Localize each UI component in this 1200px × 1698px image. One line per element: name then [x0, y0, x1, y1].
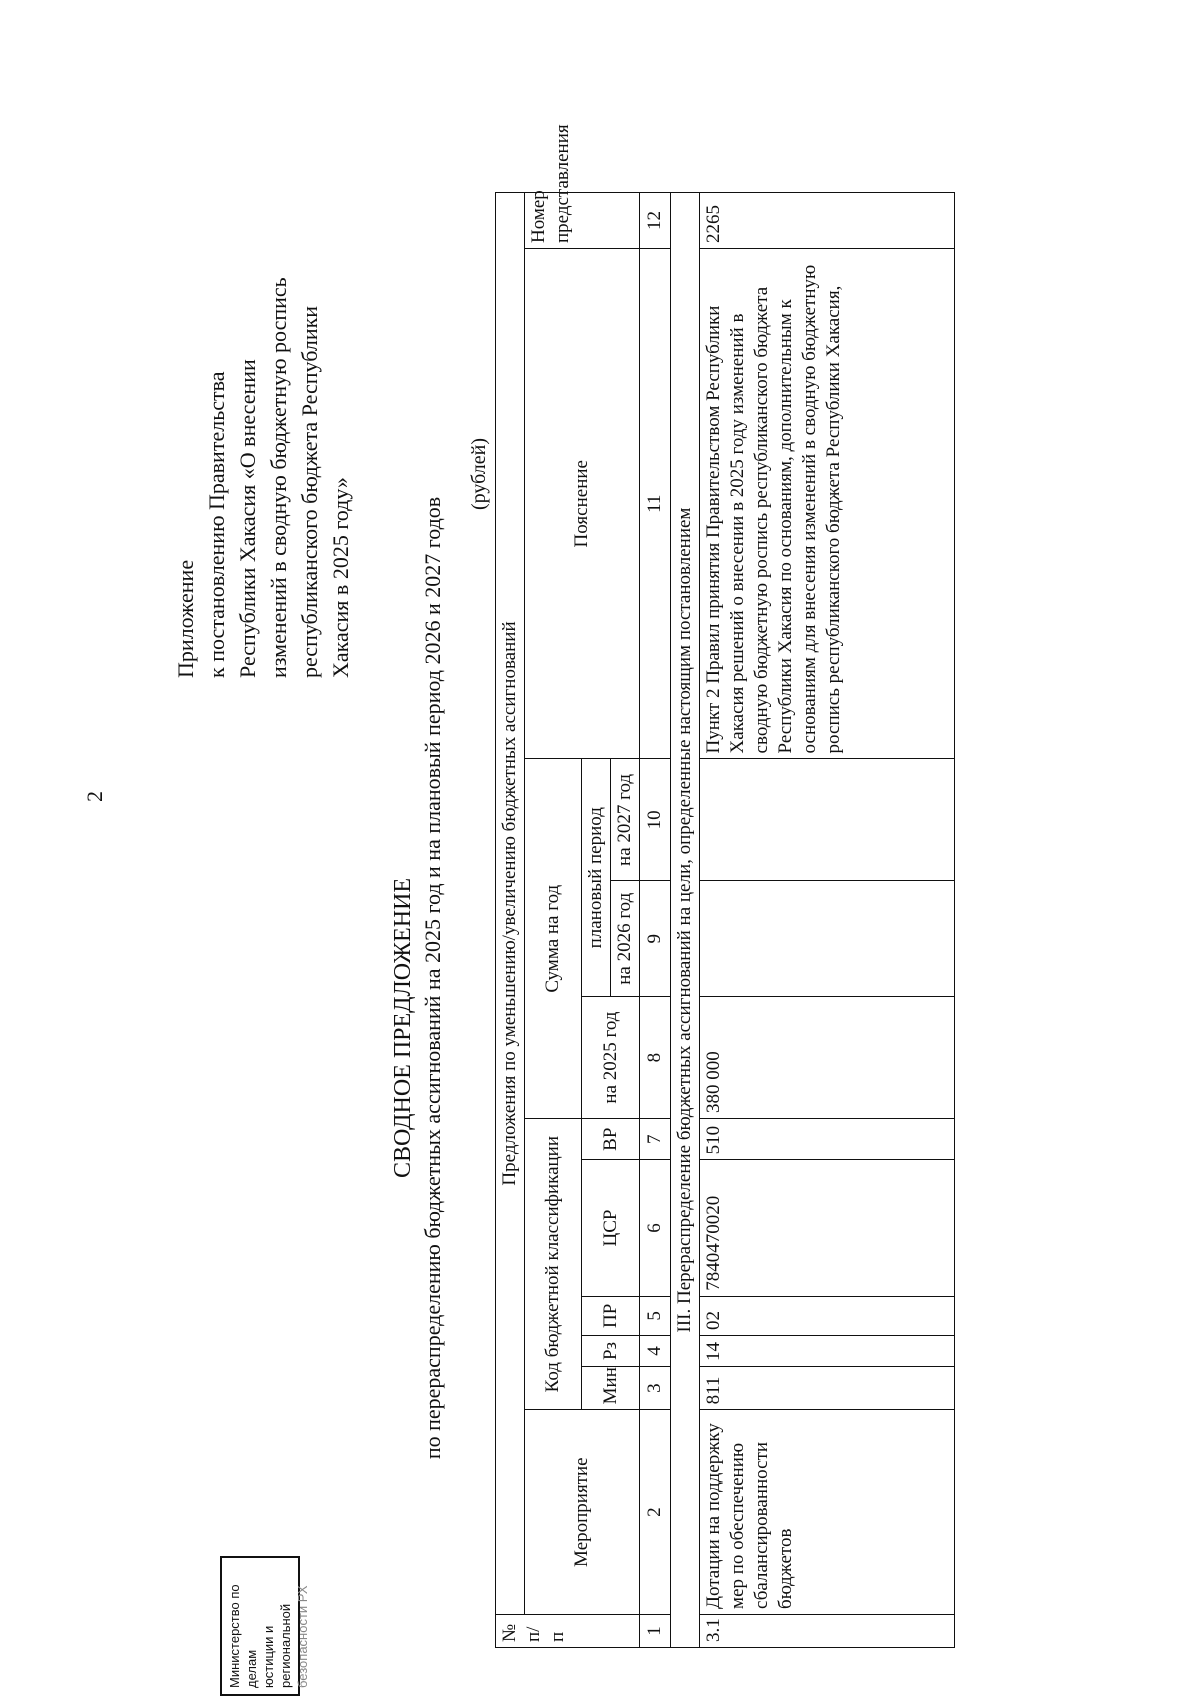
column-number: 7	[640, 1119, 671, 1160]
appendix-line: Республики Хакасия «О внесении	[235, 359, 260, 678]
appendix-line: республиканского бюджета Республики	[297, 305, 322, 678]
stamp-line: Министерство по делам	[227, 1584, 259, 1688]
column-number: 8	[640, 997, 671, 1119]
row-pr: 02	[700, 1296, 955, 1335]
appendix-line: к постановлению Правительства	[204, 371, 229, 678]
column-number: 11	[640, 249, 671, 759]
stamp-line: юстиции и региональной	[261, 1603, 293, 1688]
header-pr: ПР	[582, 1296, 640, 1335]
section-title: III. Перераспределение бюджетных ассигнований на цели, определенные настоящим постановлением	[671, 193, 700, 1648]
header-num: № п/п	[496, 1614, 640, 1647]
header-y2026: на 2026 год	[611, 881, 640, 997]
header-proposals: Предложения по уменьшению/увеличению бюджетных ассигнований	[496, 193, 525, 1615]
header-csr: ЦСР	[582, 1160, 640, 1296]
allocation-table	[495, 124, 955, 1648]
row-y2027	[700, 759, 955, 881]
column-numbers-row	[640, 193, 671, 1648]
header-y2027: на 2027 год	[611, 759, 640, 881]
row-vr: 510	[700, 1119, 955, 1160]
column-number: 12	[640, 193, 671, 249]
document-subtitle: по перераспределению бюджетных ассигнований на 2025 год и на плановый период 2026 и 2027 годов	[420, 496, 445, 1460]
stamp-line: безопасности РХ	[295, 1585, 310, 1688]
row-event: Дотации на поддержку мер по обеспечению сбалансированности бюджетов	[700, 1410, 955, 1615]
appendix-line: Хакасия в 2025 году»	[328, 477, 353, 678]
column-number: 10	[640, 759, 671, 881]
table-row	[700, 193, 955, 1648]
row-y2025: 380 000	[700, 997, 955, 1119]
column-number: 6	[640, 1160, 671, 1296]
row-csr: 7840470020	[700, 1160, 955, 1296]
column-number: 9	[640, 881, 671, 997]
header-rep-num: Номер представления	[525, 193, 640, 249]
row-num: 3.1	[700, 1614, 955, 1647]
header-budget-code: Код бюджетной классификации	[525, 1119, 582, 1410]
row-explanation: Пункт 2 Правил принятия Правительством Республики Хакасия решений о внесении в 2025 году изменений в сводную бюджетную роспись республиканского бюджета Республики Хакасия по основаниям, дополнительным к основаниям для внесения изменений в сводную бюджетную роспись республиканского бюджета Республики Хакасия,	[700, 249, 955, 759]
column-number: 2	[640, 1410, 671, 1615]
column-number: 3	[640, 1366, 671, 1409]
document-title: СВОДНОЕ ПРЕДЛОЖЕНИЕ	[390, 877, 416, 1179]
header-planned: плановый период	[582, 759, 611, 997]
header-sum-year: Сумма на год	[525, 759, 582, 1119]
units-label: (рублей)	[468, 437, 490, 510]
row-y2026	[700, 881, 955, 997]
header-vr: ВР	[582, 1119, 640, 1160]
appendix-block	[170, 78, 356, 678]
row-min: 811	[700, 1366, 955, 1409]
row-rz: 14	[700, 1335, 955, 1366]
header-rz: Рз	[582, 1335, 640, 1366]
header-y2025: на 2025 год	[582, 997, 640, 1119]
row-rep-num: 2265	[700, 193, 955, 249]
ministry-stamp	[220, 1556, 310, 1696]
header-event: Мероприятие	[525, 1410, 640, 1615]
appendix-line: изменений в сводную бюджетную роспись	[266, 277, 291, 678]
column-number: 1	[640, 1614, 671, 1647]
column-number: 4	[640, 1335, 671, 1366]
page-number: 2	[82, 791, 107, 802]
column-number: 5	[640, 1296, 671, 1335]
header-explanation: Пояснение	[525, 249, 640, 759]
appendix-line: Приложение	[173, 559, 198, 678]
header-min: Мин	[582, 1366, 640, 1409]
